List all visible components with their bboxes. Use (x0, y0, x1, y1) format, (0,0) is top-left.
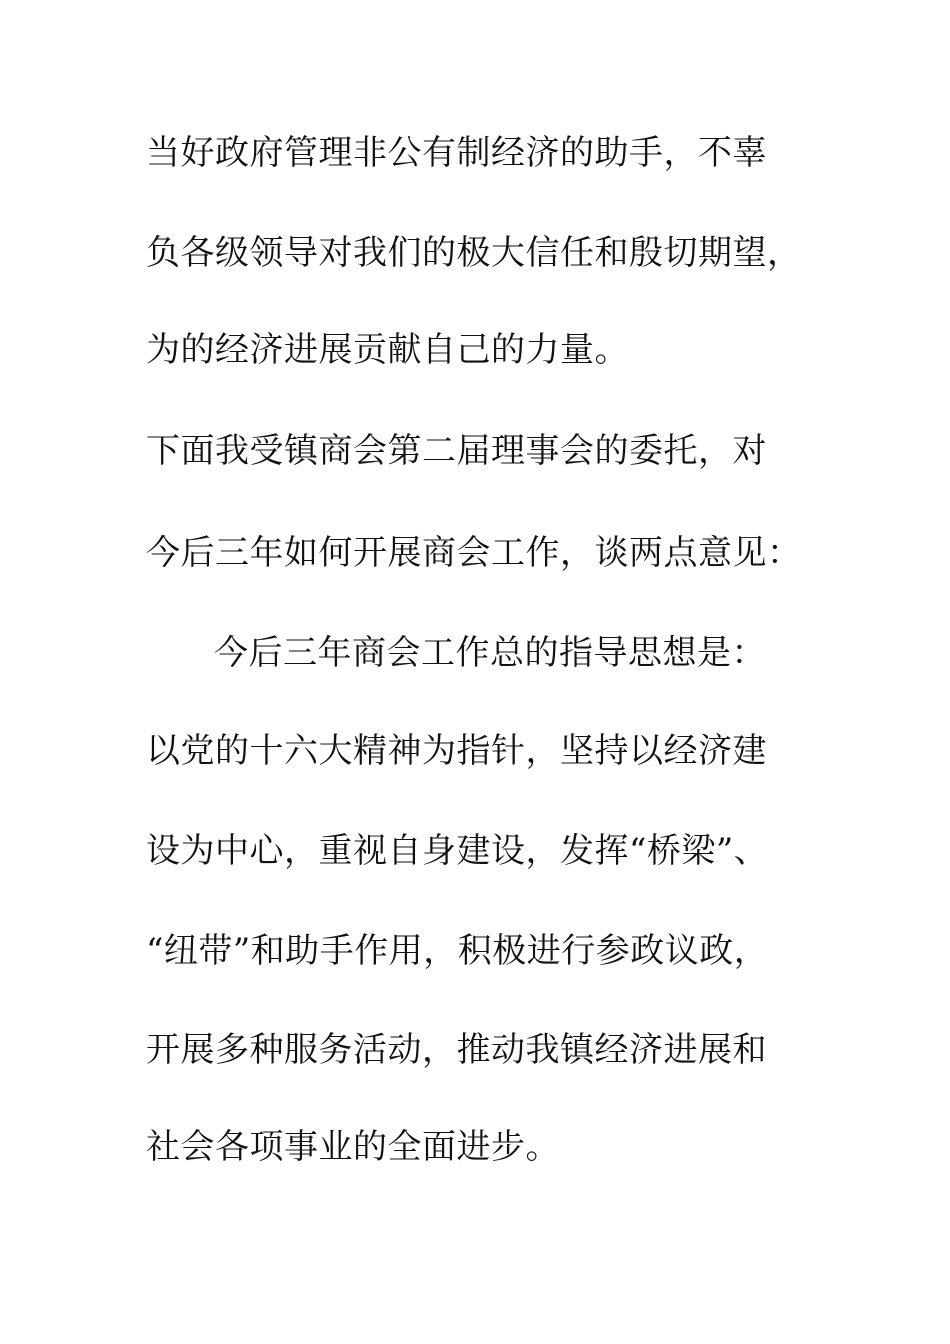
text-line: 为的经济进展贡献自己的力量。 (146, 330, 629, 370)
text-line: 负各级领导对我们的极大信任和殷切期望， (146, 233, 802, 273)
text-line: 当好政府管理非公有制经济的助手，不辜 (146, 133, 767, 173)
text-line: 社会各项事业的全面进步。 (146, 1127, 560, 1167)
text-line: “纽带”和助手作用，积极进行参政议政， (146, 931, 769, 971)
text-line: 今后三年如何开展商会工作，谈两点意见： (146, 533, 802, 573)
text-line: 以党的十六大精神为指针，坚持以经济建 (146, 731, 767, 771)
text-line: 设为中心，重视自身建设，发挥“桥梁”、 (146, 831, 769, 871)
paragraph-first-line: 今后三年商会工作总的指导思想是： (214, 633, 766, 673)
text-line: 下面我受镇商会第二届理事会的委托，对 (146, 431, 767, 471)
text-line: 开展多种服务活动，推动我镇经济进展和 (146, 1030, 767, 1070)
